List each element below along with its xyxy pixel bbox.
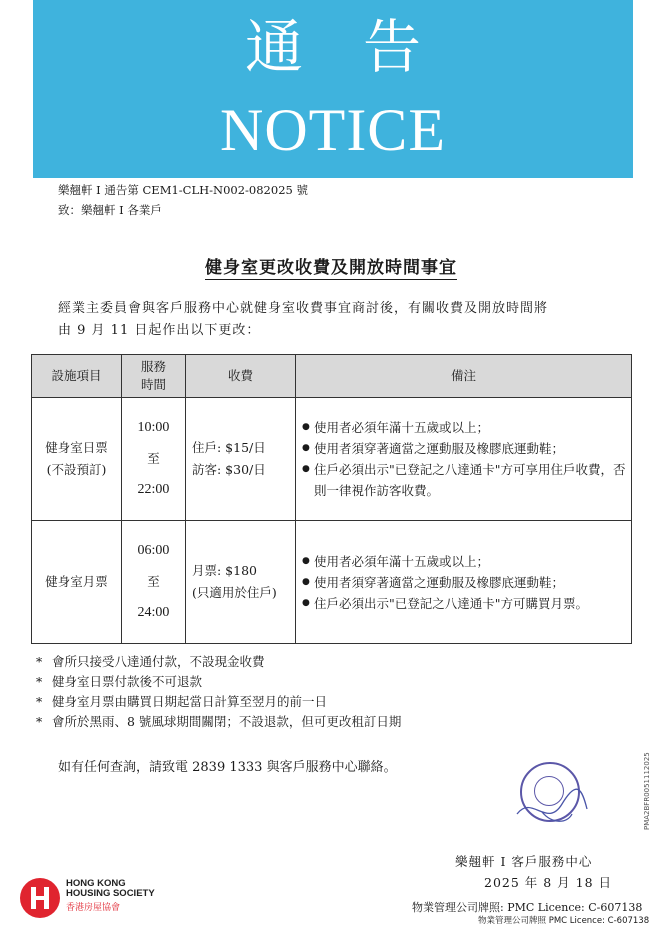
asterisk-marker: * bbox=[36, 694, 43, 709]
note-item bbox=[36, 712, 401, 732]
asterisk-marker: * bbox=[36, 714, 43, 729]
facility-note: (不設預訂) bbox=[46, 462, 107, 477]
pmc-licence-small: 物業管理公司牌照 PMC Licence: C-607138 bbox=[478, 916, 650, 926]
fee-line: 月票: $180 bbox=[192, 563, 257, 578]
addressee: 致：樂翹軒 I 各業戶 bbox=[58, 203, 162, 217]
table-row bbox=[32, 398, 632, 521]
facility-cell bbox=[32, 521, 122, 644]
remark-item bbox=[302, 459, 627, 501]
company-seal-icon bbox=[520, 762, 580, 822]
facility-name: 健身室月票 bbox=[45, 574, 108, 589]
remarks-cell bbox=[296, 398, 632, 521]
table-header-row bbox=[32, 355, 632, 398]
logo-text-line3: 香港房屋協會 bbox=[66, 903, 121, 913]
notes-list bbox=[36, 652, 401, 732]
bullet-icon: ● bbox=[302, 422, 310, 432]
facility-name: 健身室日票 bbox=[45, 440, 108, 455]
bullet-icon: ● bbox=[302, 555, 310, 566]
logo-text-line2: HOUSING SOCIETY bbox=[66, 888, 155, 899]
header-facility: 設施項目 bbox=[32, 355, 122, 398]
intro-line: 由 9 月 11 日起作出以下更改： bbox=[58, 323, 261, 338]
fee-line: 訪客: $30/日 bbox=[192, 462, 266, 477]
remark-text: 使用者必須年滿十五歲或以上； bbox=[314, 553, 490, 569]
remark-item bbox=[302, 593, 627, 614]
fee-cell bbox=[186, 521, 296, 644]
notice-reference: 樂翹軒 I 通告第 CEM1-CLH-N002-082025 號 bbox=[58, 183, 308, 197]
remark-text: 住戶必須出示"已登記之八達通卡"方可享用住戶收費，否則一律視作訪客收費。 bbox=[314, 462, 626, 498]
table-row bbox=[32, 521, 632, 644]
bullet-icon: ● bbox=[302, 576, 310, 587]
header-fee: 收費 bbox=[186, 355, 296, 398]
intro-paragraph bbox=[58, 298, 638, 342]
bullet-icon: ● bbox=[302, 443, 310, 453]
remark-item bbox=[302, 438, 627, 459]
logo-text-line1: HONG KONG bbox=[66, 878, 126, 889]
fee-cell bbox=[186, 398, 296, 521]
remark-text: 使用者必須年滿十五歲或以上； bbox=[314, 420, 490, 435]
note-text: 健身室月票由購買日期起當日計算至翌月的前一日 bbox=[52, 694, 328, 709]
hong-kong-housing-society-logo bbox=[20, 878, 180, 920]
remark-item bbox=[302, 572, 627, 593]
note-text: 健身室日票付款後不可退款 bbox=[52, 674, 203, 689]
pmc-licence: 物業管理公司牌照: PMC Licence: C-607138 bbox=[412, 901, 643, 914]
facility-cell bbox=[32, 398, 122, 521]
remark-item bbox=[302, 551, 627, 572]
asterisk-marker: * bbox=[36, 674, 43, 689]
remarks-cell bbox=[296, 521, 632, 644]
signature-office: 樂翹軒 I 客戶服務中心 bbox=[455, 854, 593, 869]
notice-banner bbox=[33, 0, 633, 178]
fee-table bbox=[31, 354, 632, 644]
to-label: 至 bbox=[147, 451, 160, 466]
notice-title bbox=[0, 253, 662, 278]
remark-text: 住戶必須出示"已登記之八達通卡"方可購買月票。 bbox=[314, 595, 588, 611]
banner-title-chinese: 通告 bbox=[244, 13, 481, 81]
header-hours bbox=[122, 355, 186, 398]
note-text: 會所於黑雨、8 號風球期間關閉；不設退款，但可更改租訂日期 bbox=[52, 714, 402, 729]
asterisk-marker: * bbox=[36, 654, 43, 669]
note-item bbox=[36, 672, 401, 692]
fee-line: (只適用於住戶) bbox=[192, 585, 277, 600]
remark-item bbox=[302, 417, 627, 438]
open-time: 10:00 bbox=[137, 420, 170, 435]
to-label: 至 bbox=[147, 574, 160, 589]
contact-line: 如有任何查詢，請致電 2839 1333 與客戶服務中心聯絡。 bbox=[58, 760, 397, 775]
remark-text: 使用者須穿著適當之運動服及橡膠底運動鞋； bbox=[314, 574, 565, 590]
header-remarks: 備注 bbox=[296, 355, 632, 398]
side-document-code: PMA2BFR0051112025 bbox=[643, 752, 651, 830]
note-item bbox=[36, 652, 401, 672]
note-text: 會所只接受八達通付款，不設現金收費 bbox=[52, 654, 265, 669]
bullet-icon: ● bbox=[302, 597, 310, 608]
close-time: 24:00 bbox=[137, 605, 170, 620]
signature-scribble bbox=[512, 784, 592, 834]
remark-text: 使用者須穿著適當之運動服及橡膠底運動鞋； bbox=[314, 441, 565, 456]
banner-title-english: NOTICE bbox=[220, 97, 446, 163]
header-hours-line: 服務 bbox=[140, 359, 166, 374]
notice-title-text: 健身室更改收費及開放時間事宜 bbox=[205, 258, 457, 278]
header-hours-line: 時間 bbox=[140, 377, 166, 392]
signature-date: 2025 年 8 月 18 日 bbox=[484, 875, 613, 890]
fee-line: 住戶: $15/日 bbox=[192, 440, 266, 455]
close-time: 22:00 bbox=[137, 482, 170, 497]
bullet-icon: ● bbox=[302, 464, 310, 474]
note-item bbox=[36, 692, 401, 712]
hours-cell bbox=[122, 398, 186, 521]
open-time: 06:00 bbox=[137, 543, 170, 558]
hours-cell bbox=[122, 521, 186, 644]
intro-line: 經業主委員會與客戶服務中心就健身室收費事宜商討後，有關收費及開放時間將 bbox=[58, 301, 549, 316]
housing-society-logo-icon bbox=[20, 878, 60, 918]
